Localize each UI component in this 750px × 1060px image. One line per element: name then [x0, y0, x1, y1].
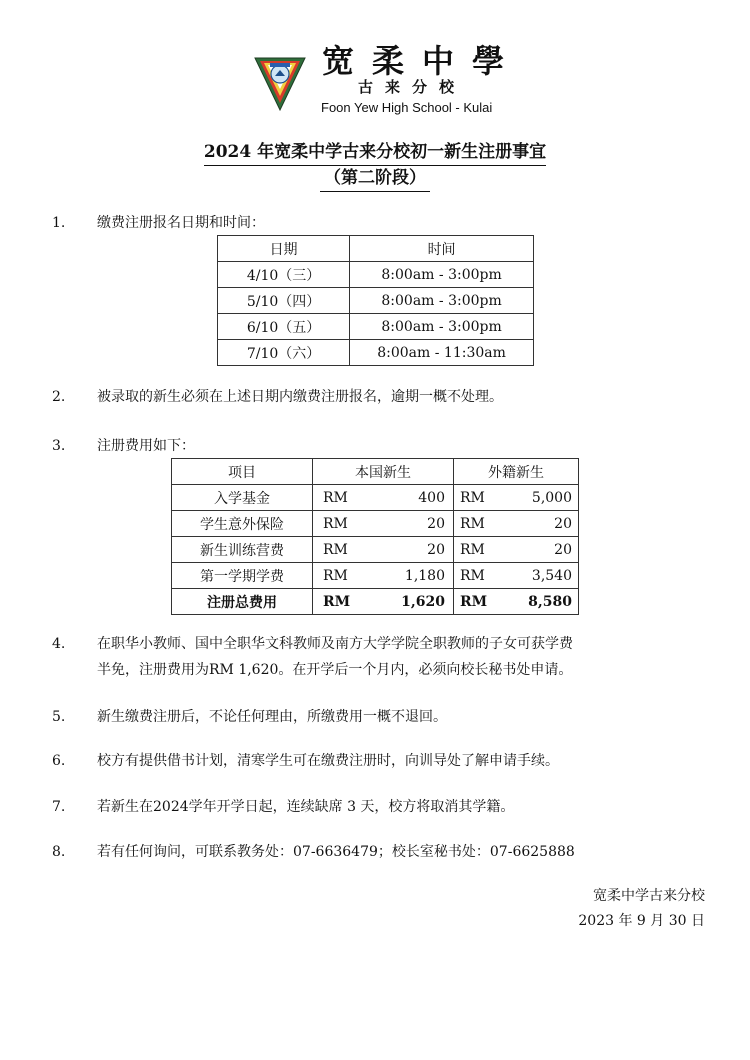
fee-currency: RM [313, 511, 374, 537]
table-row [172, 511, 579, 537]
fee-local: 20 [373, 537, 454, 563]
table-row [218, 262, 534, 288]
table-row [218, 340, 534, 366]
fee-currency: RM [313, 485, 374, 511]
schedule-time: 8:00am - 3:00pm [350, 314, 534, 340]
schedule-date: 5/10（四） [218, 288, 350, 314]
fee-currency: RM [313, 589, 374, 615]
item-text: 新生缴费注册后，不论任何理由，所缴费用一概不退回。 [97, 709, 447, 725]
fee-item: 入学基金 [172, 485, 313, 511]
item-text-line2: 半免，注册费用为RM 1,620。在开学后一个月内，必须向校长秘书处申请。 [97, 662, 573, 678]
school-name-chinese: 宽柔中學 [322, 42, 523, 80]
school-name-english: Foon Yew High School - Kulai [321, 100, 493, 115]
item-number: 3. [52, 438, 66, 454]
item-text: 注册费用如下： [97, 438, 195, 454]
table-header: 外籍新生 [454, 459, 579, 485]
fee-foreign: 5,000 [504, 485, 579, 511]
fee-currency: RM [454, 563, 505, 589]
fee-item: 第一学期学费 [172, 563, 313, 589]
item-number: 1. [52, 215, 66, 231]
table-row [172, 485, 579, 511]
item-number: 2. [52, 389, 66, 405]
fees-table [171, 458, 579, 615]
table-header: 日期 [218, 236, 350, 262]
fee-currency: RM [454, 511, 505, 537]
item-number: 6. [52, 753, 66, 769]
table-row [172, 537, 579, 563]
item-number: 4. [52, 636, 66, 652]
signature-org: 宽柔中学古来分校 [593, 888, 705, 904]
schedule-time: 8:00am - 3:00pm [350, 288, 534, 314]
fee-local: 20 [373, 511, 454, 537]
item-text: 若有任何询问，可联系教务处：07-6636479；校长室秘书处：07-6625888 [97, 844, 575, 860]
schedule-table [217, 235, 534, 366]
table-header: 项目 [172, 459, 313, 485]
schedule-time: 8:00am - 11:30am [350, 340, 534, 366]
fee-total-local: 1,620 [373, 589, 454, 615]
schedule-date: 4/10（三） [218, 262, 350, 288]
fee-local: 1,180 [373, 563, 454, 589]
table-header: 本国新生 [313, 459, 454, 485]
fee-currency: RM [454, 485, 505, 511]
table-total-row [172, 589, 579, 615]
item-text: 被录取的新生必须在上述日期内缴费注册报名，逾期一概不处理。 [97, 389, 503, 405]
table-row [218, 288, 534, 314]
fee-currency: RM [313, 563, 374, 589]
item-text-line1: 在职华小教师、国中全职华文科教师及南方大学学院全职教师的子女可获学费 [97, 636, 573, 652]
fee-local: 400 [373, 485, 454, 511]
school-crest-icon [251, 54, 309, 112]
item-number: 8. [52, 844, 66, 860]
item-number: 7. [52, 799, 66, 815]
fee-item: 学生意外保险 [172, 511, 313, 537]
fee-currency: RM [454, 537, 505, 563]
fee-total-foreign: 8,580 [504, 589, 579, 615]
schedule-date: 6/10（五） [218, 314, 350, 340]
fee-currency: RM [454, 589, 505, 615]
item-text: 校方有提供借书计划，清寒学生可在缴费注册时，向训导处了解申请手续。 [97, 753, 559, 769]
fee-total-label: 注册总费用 [172, 589, 313, 615]
fee-foreign: 3,540 [504, 563, 579, 589]
schedule-time: 8:00am - 3:00pm [350, 262, 534, 288]
table-row [172, 563, 579, 589]
table-header: 时间 [350, 236, 534, 262]
item-number: 5. [52, 709, 66, 725]
item-text: 缴费注册报名日期和时间： [97, 215, 265, 231]
table-header-row [172, 459, 579, 485]
table-header-row [218, 236, 534, 262]
fee-foreign: 20 [504, 537, 579, 563]
table-row [218, 314, 534, 340]
fee-foreign: 20 [504, 511, 579, 537]
document-phase-text: （第二阶段） [320, 166, 430, 192]
fee-currency: RM [313, 537, 374, 563]
fee-item: 新生训练营费 [172, 537, 313, 563]
document-title-text: 2024 年宽柔中学古来分校初一新生注册事宜 [204, 140, 546, 166]
document-phase [0, 166, 750, 192]
item-text: 若新生在2024学年开学日起，连续缺席 3 天，校方将取消其学籍。 [97, 799, 515, 815]
signature-date: 2023 年 9 月 30 日 [578, 913, 705, 929]
schedule-date: 7/10（六） [218, 340, 350, 366]
school-branch-name: 古来分校 [358, 78, 467, 96]
document-title [0, 140, 750, 166]
